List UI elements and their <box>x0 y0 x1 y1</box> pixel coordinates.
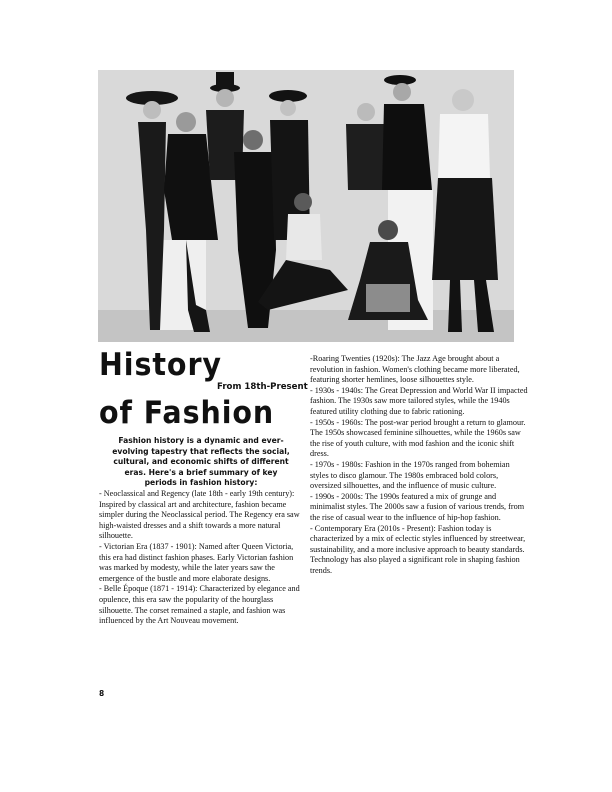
page-number: 8 <box>99 689 105 698</box>
period-belle-epoque: - Belle Époque (1871 - 1914): Characterized by elegance and opulence, this era saw the popularity of the hourglass silhouette. The corset remained a staple, and fashion was influenced by the Art Nouveau movement. <box>99 584 300 626</box>
photo-illustration <box>98 70 514 342</box>
left-text-column <box>99 489 304 627</box>
period-1950s-1960s: - 1950s - 1960s: The post-war period brought a return to glamour. The 1950s showcased feminine silhouettes, while the 1960s saw the rise of youth culture, with mod fashion and the iconic shift dress. <box>310 417 526 459</box>
right-text-column <box>310 354 528 576</box>
subtitle: From 18th-Present <box>217 382 308 392</box>
title-history: History <box>99 347 222 383</box>
period-contemporary: - Contemporary Era (2010s - Present): Fashion today is characterized by a mix of eclectic styles influenced by streetwear, sustainability, and a more inclusive approach to beauty standards. Technology has also played a significant role in shaping fashion trends. <box>310 523 526 575</box>
period-1930s-1940s: - 1930s - 1940s: The Great Depression and World War II impacted fashion. The 1930s saw more tailored styles, while the 1940s featured utility clothing due to fabric rationing. <box>310 385 528 416</box>
title-of-fashion: of Fashion <box>99 395 275 431</box>
fashion-group-photo <box>98 70 514 342</box>
period-1990s-2000s: - 1990s - 2000s: The 1990s featured a mix of grunge and minimalist styles. The 2000s saw a fusion of various trends, from the rise of casual wear to the influence of hip-hop fashion. <box>310 491 525 522</box>
period-1970s-1980s: - 1970s - 1980s: Fashion in the 1970s ranged from bohemian styles to disco glamour. The 1980s embraced bold colors, oversized silhouettes, and the influence of music culture. <box>310 459 510 491</box>
period-victorian: - Victorian Era (1837 - 1901): Named after Queen Victoria, this era had distinct fashion phases. Early Victorian fashion was marked by modesty, while the later years saw the emergence of the bustle and more elaborate designs. <box>99 541 294 583</box>
period-neoclassical: - Neoclassical and Regency (late 18th - early 19th century): Inspired by classical art and architecture, fashion became simpler during the Neoclassical period. The Regency era saw high-waisted dresses and a shift towards a more natural silhouette. <box>99 489 300 541</box>
intro-paragraph: Fashion history is a dynamic and ever-evolving tapestry that reflects the social, cultural, and economic shifts of different eras. Here's a brief summary of key periods in fashion history: <box>112 436 290 488</box>
period-roaring-twenties: -Roaring Twenties (1920s): The Jazz Age brought about a revolution in fashion. Women's clothing became more liberated, featuring shorter hemlines, loose silhouettes style. <box>310 354 520 385</box>
